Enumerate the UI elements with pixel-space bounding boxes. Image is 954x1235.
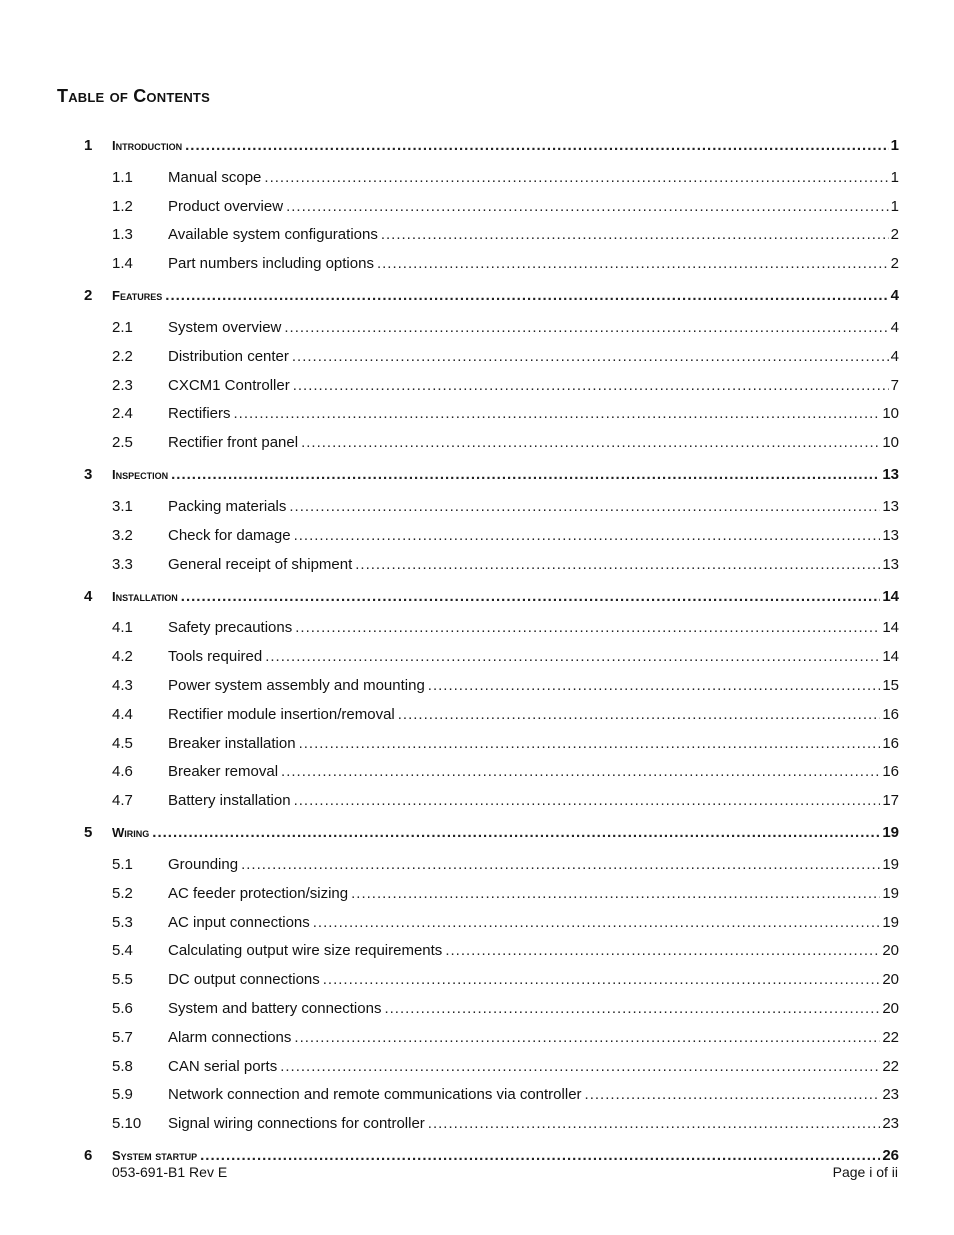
dot-leader bbox=[301, 434, 880, 451]
toc-section-entry[interactable] bbox=[84, 278, 899, 313]
entry-title: Network connection and remote communications via controller bbox=[168, 1086, 585, 1103]
dot-leader bbox=[281, 763, 880, 780]
entry-number: 4.4 bbox=[112, 705, 133, 723]
toc-subsection-entry[interactable] bbox=[84, 1023, 899, 1052]
toc-subsection-entry[interactable] bbox=[84, 994, 899, 1023]
entry-page-number: 1 bbox=[890, 168, 899, 186]
entry-title: Inspection bbox=[112, 467, 171, 482]
entry-page-number: 23 bbox=[882, 1115, 899, 1133]
entry-page-number: 16 bbox=[882, 705, 899, 723]
toc-subsection-entry[interactable] bbox=[84, 492, 899, 521]
dot-leader bbox=[152, 824, 880, 841]
entry-page-number: 19 bbox=[882, 856, 899, 874]
entry-number: 3.2 bbox=[112, 526, 133, 544]
entry-page-number: 7 bbox=[890, 376, 899, 394]
dot-leader bbox=[241, 856, 880, 873]
entry-title: Battery installation bbox=[168, 792, 294, 809]
entry-number: 5.8 bbox=[112, 1057, 133, 1075]
dot-leader bbox=[293, 377, 889, 394]
entry-page-number: 13 bbox=[882, 555, 899, 573]
dot-leader bbox=[398, 706, 881, 723]
dot-leader bbox=[265, 648, 880, 665]
entry-page-number: 2 bbox=[890, 255, 899, 273]
entry-page-number: 4 bbox=[890, 347, 899, 365]
dot-leader bbox=[292, 348, 889, 365]
toc-subsection-entry[interactable] bbox=[84, 163, 899, 192]
dot-leader bbox=[381, 226, 889, 243]
toc-subsection-entry[interactable] bbox=[84, 850, 899, 879]
dot-leader bbox=[428, 1115, 881, 1132]
entry-number: 2.3 bbox=[112, 376, 133, 394]
entry-title: Distribution center bbox=[168, 348, 292, 365]
entry-number: 6 bbox=[84, 1147, 93, 1165]
toc-subsection-entry[interactable] bbox=[84, 700, 899, 729]
dot-leader bbox=[445, 942, 880, 959]
entry-title: Available system configurations bbox=[168, 226, 381, 243]
entry-page-number: 20 bbox=[882, 971, 899, 989]
toc-subsection-entry[interactable] bbox=[84, 400, 899, 429]
entry-number: 5.5 bbox=[112, 971, 133, 989]
entry-page-number: 20 bbox=[882, 1000, 899, 1018]
entry-title: AC feeder protection/sizing bbox=[168, 885, 351, 902]
entry-number: 2.4 bbox=[112, 405, 133, 423]
entry-title: Manual scope bbox=[168, 169, 264, 186]
entry-title: Part numbers including options bbox=[168, 255, 377, 272]
toc-subsection-entry[interactable] bbox=[84, 249, 899, 278]
footer-doc-id: 053-691-B1 Rev E bbox=[112, 1164, 228, 1180]
entry-number: 4.5 bbox=[112, 734, 133, 752]
toc-subsection-entry[interactable] bbox=[84, 313, 899, 342]
entry-page-number: 20 bbox=[882, 942, 899, 960]
toc-section-entry[interactable] bbox=[84, 579, 899, 614]
entry-number: 1.1 bbox=[112, 168, 133, 186]
entry-page-number: 14 bbox=[882, 587, 899, 605]
entry-title: Safety precautions bbox=[168, 619, 295, 636]
entry-number: 4.2 bbox=[112, 648, 133, 666]
entry-page-number: 23 bbox=[882, 1086, 899, 1104]
entry-number: 3 bbox=[84, 466, 93, 484]
entry-title: General receipt of shipment bbox=[168, 556, 355, 573]
toc-subsection-entry[interactable] bbox=[84, 371, 899, 400]
toc-subsection-entry[interactable] bbox=[84, 729, 899, 758]
entry-title: Check for damage bbox=[168, 527, 294, 544]
entry-page-number: 10 bbox=[882, 434, 899, 452]
entry-number: 1 bbox=[84, 137, 93, 154]
entry-number: 5.3 bbox=[112, 913, 133, 931]
dot-leader bbox=[294, 527, 881, 544]
toc-subsection-entry[interactable] bbox=[84, 614, 899, 643]
toc-subsection-entry[interactable] bbox=[84, 965, 899, 994]
entry-number: 5.9 bbox=[112, 1086, 133, 1104]
dot-leader bbox=[264, 169, 888, 186]
toc-subsection-entry[interactable] bbox=[84, 937, 899, 966]
entry-number: 1.3 bbox=[112, 226, 133, 244]
entry-title: System overview bbox=[168, 319, 284, 336]
toc-subsection-entry[interactable] bbox=[84, 1109, 899, 1138]
entry-page-number: 22 bbox=[882, 1057, 899, 1075]
dot-leader bbox=[428, 677, 881, 694]
dot-leader bbox=[286, 198, 889, 215]
entry-page-number: 1 bbox=[890, 137, 899, 154]
entry-title: CXCM1 Controller bbox=[168, 377, 293, 394]
entry-page-number: 19 bbox=[882, 884, 899, 902]
entry-title: Breaker installation bbox=[168, 735, 299, 752]
dot-leader bbox=[351, 885, 880, 902]
toc-subsection-entry[interactable] bbox=[84, 1052, 899, 1081]
entry-title: Rectifiers bbox=[168, 405, 234, 422]
entry-number: 2.5 bbox=[112, 434, 133, 452]
toc-section-entry[interactable] bbox=[84, 128, 899, 163]
dot-leader bbox=[284, 319, 888, 336]
dot-leader bbox=[294, 792, 881, 809]
entry-number: 1.2 bbox=[112, 197, 133, 215]
dot-leader bbox=[585, 1086, 881, 1103]
entry-title: Packing materials bbox=[168, 498, 289, 515]
dot-leader bbox=[299, 735, 881, 752]
entry-title: Features bbox=[112, 288, 165, 303]
entry-page-number: 14 bbox=[882, 648, 899, 666]
entry-number: 5.10 bbox=[112, 1115, 142, 1133]
toc-subsection-entry[interactable] bbox=[84, 758, 899, 787]
entry-page-number: 1 bbox=[890, 197, 899, 215]
entry-title: CAN serial ports bbox=[168, 1058, 280, 1075]
entry-title: Alarm connections bbox=[168, 1029, 294, 1046]
entry-page-number: 13 bbox=[882, 526, 899, 544]
entry-number: 4.3 bbox=[112, 677, 133, 695]
entry-page-number: 16 bbox=[882, 734, 899, 752]
entry-number: 4.7 bbox=[112, 792, 133, 810]
entry-title: System startup bbox=[112, 1148, 200, 1163]
toc-subsection-entry[interactable] bbox=[84, 1081, 899, 1110]
entry-title: System and battery connections bbox=[168, 1000, 384, 1017]
toc-subsection-entry[interactable] bbox=[84, 221, 899, 250]
entry-title: AC input connections bbox=[168, 914, 313, 931]
entry-page-number: 4 bbox=[890, 319, 899, 337]
dot-leader bbox=[200, 1147, 880, 1164]
dot-leader bbox=[234, 405, 881, 422]
entry-title: DC output connections bbox=[168, 971, 323, 988]
dot-leader bbox=[355, 556, 880, 573]
entry-title: Signal wiring connections for controller bbox=[168, 1115, 428, 1132]
toc-subsection-entry[interactable] bbox=[84, 192, 899, 221]
dot-leader bbox=[313, 914, 881, 931]
dot-leader bbox=[280, 1058, 880, 1075]
entry-number: 5.6 bbox=[112, 1000, 133, 1018]
entry-number: 2.2 bbox=[112, 347, 133, 365]
entry-page-number: 17 bbox=[882, 792, 899, 810]
entry-number: 5.4 bbox=[112, 942, 133, 960]
entry-title: Breaker removal bbox=[168, 763, 281, 780]
entry-number: 4.6 bbox=[112, 763, 133, 781]
entry-page-number: 10 bbox=[882, 405, 899, 423]
entry-number: 5.2 bbox=[112, 884, 133, 902]
toc-subsection-entry[interactable] bbox=[84, 342, 899, 371]
entry-title: Wiring bbox=[112, 825, 152, 840]
entry-page-number: 15 bbox=[882, 677, 899, 695]
toc-subsection-entry[interactable] bbox=[84, 671, 899, 700]
entry-title: Calculating output wire size requirements bbox=[168, 942, 445, 959]
entry-page-number: 14 bbox=[882, 619, 899, 637]
toc-subsection-entry[interactable] bbox=[84, 428, 899, 457]
entry-title: Grounding bbox=[168, 856, 241, 873]
entry-title: Introduction bbox=[112, 138, 185, 153]
toc-subsection-entry[interactable] bbox=[84, 879, 899, 908]
entry-page-number: 13 bbox=[882, 466, 899, 484]
dot-leader bbox=[377, 255, 889, 272]
entry-number: 3.3 bbox=[112, 555, 133, 573]
entry-page-number: 4 bbox=[890, 287, 899, 305]
dot-leader bbox=[171, 466, 880, 483]
dot-leader bbox=[323, 971, 881, 988]
entry-number: 5.7 bbox=[112, 1028, 133, 1046]
entry-number: 5.1 bbox=[112, 856, 133, 874]
toc-subsection-entry[interactable] bbox=[84, 908, 899, 937]
entry-number: 3.1 bbox=[112, 498, 133, 516]
entry-number: 1.4 bbox=[112, 255, 133, 273]
entry-number: 2 bbox=[84, 287, 93, 305]
entry-page-number: 26 bbox=[882, 1147, 899, 1165]
dot-leader bbox=[185, 137, 889, 154]
page-title: Table of Contents bbox=[57, 86, 210, 106]
entry-number: 4.1 bbox=[112, 619, 133, 637]
dot-leader bbox=[165, 287, 888, 304]
dot-leader bbox=[289, 498, 880, 515]
toc-section-entry[interactable] bbox=[84, 457, 899, 492]
entry-title: Tools required bbox=[168, 648, 265, 665]
toc-section-entry[interactable] bbox=[84, 815, 899, 850]
dot-leader bbox=[181, 588, 881, 605]
dot-leader bbox=[384, 1000, 880, 1017]
toc-subsection-entry[interactable] bbox=[84, 642, 899, 671]
entry-number: 2.1 bbox=[112, 319, 133, 337]
entry-page-number: 19 bbox=[882, 824, 899, 842]
entry-page-number: 22 bbox=[882, 1028, 899, 1046]
dot-leader bbox=[294, 1029, 880, 1046]
entry-title: Power system assembly and mounting bbox=[168, 677, 428, 694]
entry-number: 4 bbox=[84, 587, 93, 605]
toc-subsection-entry[interactable] bbox=[84, 550, 899, 579]
entry-page-number: 13 bbox=[882, 498, 899, 516]
entry-title: Rectifier front panel bbox=[168, 434, 301, 451]
entry-number: 5 bbox=[84, 824, 93, 842]
dot-leader bbox=[295, 619, 880, 636]
toc-subsection-entry[interactable] bbox=[84, 521, 899, 550]
toc-subsection-entry[interactable] bbox=[84, 786, 899, 815]
entry-title: Rectifier module insertion/removal bbox=[168, 706, 398, 723]
footer-page-label: Page i of ii bbox=[832, 1164, 898, 1180]
entry-page-number: 16 bbox=[882, 763, 899, 781]
table-of-contents bbox=[84, 128, 899, 1173]
entry-page-number: 19 bbox=[882, 913, 899, 931]
entry-title: Product overview bbox=[168, 198, 286, 215]
entry-page-number: 2 bbox=[890, 226, 899, 244]
entry-title: Installation bbox=[112, 589, 181, 604]
